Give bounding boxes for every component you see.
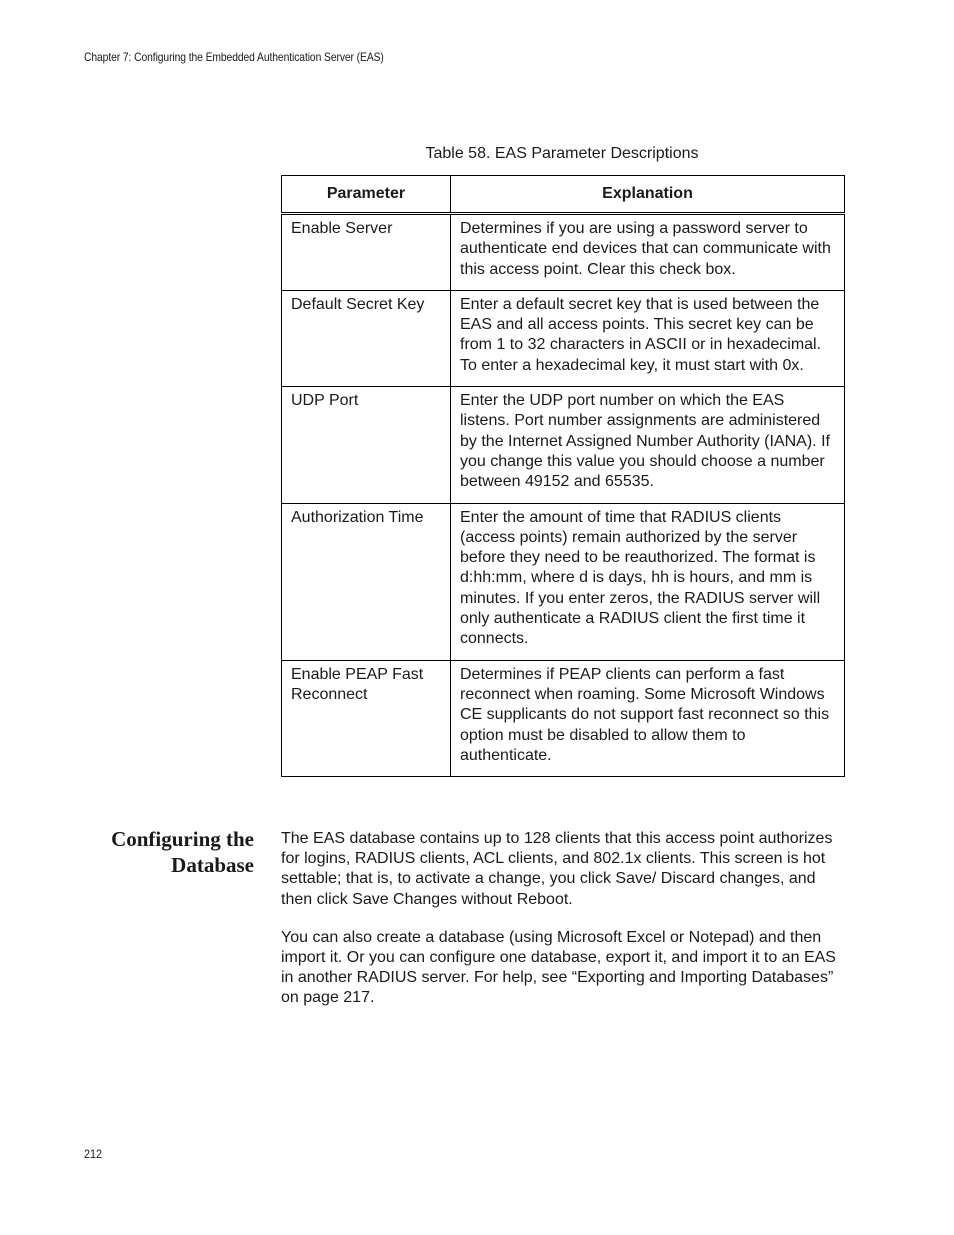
section-body bbox=[281, 829, 843, 1027]
page-number: 212 bbox=[84, 1147, 103, 1161]
table-header-row bbox=[282, 176, 845, 214]
explanation-cell: Determines if you are using a password server to authenticate end devices that can communicate with this access point. Clear this check box. bbox=[451, 214, 845, 291]
parameter-cell: Enable PEAP Fast Reconnect bbox=[282, 660, 451, 776]
parameter-cell: Authorization Time bbox=[282, 503, 451, 660]
parameter-cell: Default Secret Key bbox=[282, 290, 451, 386]
body-paragraph: You can also create a database (using Microsoft Excel or Notepad) and then import it. Or you can configure one database, export it, and import it to an EAS in another RADIUS server. For help, see “Exporting and Importing Databases” on page 217. bbox=[281, 928, 836, 1007]
table-row bbox=[282, 214, 845, 291]
table-row bbox=[282, 387, 845, 503]
column-header-parameter: Parameter bbox=[282, 176, 451, 214]
running-header: Chapter 7: Configuring the Embedded Authentication Server (EAS) bbox=[84, 50, 384, 64]
parameter-cell: UDP Port bbox=[282, 387, 451, 503]
explanation-cell: Determines if PEAP clients can perform a fast reconnect when roaming. Some Microsoft Windows CE supplicants do not support fast reconnect so this option must be disabled to allow them to authenticate. bbox=[451, 660, 845, 776]
explanation-cell: Enter the amount of time that RADIUS clients (access points) remain authorized by the server before they need to be reauthorized. The format is d:hh:mm, where d is days, hh is hours, and mm is minutes. If you enter zeros, the RADIUS server will only authenticate a RADIUS client the first time it connects. bbox=[451, 503, 845, 660]
table-row bbox=[282, 503, 845, 660]
table-row bbox=[282, 660, 845, 776]
table-row bbox=[282, 290, 845, 386]
table-caption: Table 58. EAS Parameter Descriptions bbox=[425, 145, 699, 162]
parameter-table bbox=[281, 175, 845, 777]
section-heading bbox=[84, 826, 254, 878]
section-heading-line2: Database bbox=[171, 853, 254, 877]
body-paragraph: The EAS database contains up to 128 clients that this access point authorizes for logins, RADIUS clients, ACL clients, and 802.1x clients. This screen is hot settable; that is, to activate a change, you click Save/ Discard changes, and then click Save Changes without Reboot. bbox=[281, 830, 833, 908]
parameter-cell: Enable Server bbox=[282, 214, 451, 291]
explanation-cell: Enter a default secret key that is used between the EAS and all access points. This secret key can be from 1 to 32 characters in ASCII or in hexadecimal. To enter a hexadecimal key, it must start with 0x. bbox=[451, 290, 845, 386]
section-heading-line1: Configuring the bbox=[111, 827, 254, 851]
column-header-explanation: Explanation bbox=[451, 176, 845, 214]
explanation-cell: Enter the UDP port number on which the EAS listens. Port number assignments are administered by the Internet Assigned Number Authority (IANA). If you change this value you should choose a number between 49152 and 65535. bbox=[451, 387, 845, 503]
